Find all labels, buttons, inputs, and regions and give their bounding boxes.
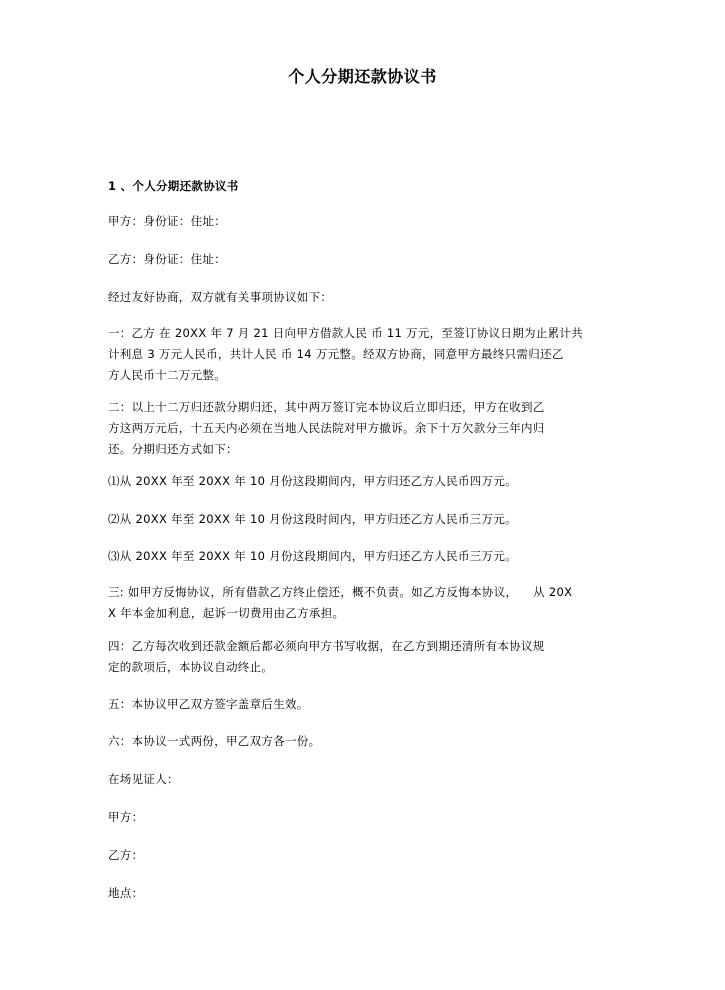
clause-6: 六：本协议一式两份，甲乙双方各一份。 — [108, 734, 321, 748]
party-a-line: 甲方：身份证：住址： — [108, 214, 226, 228]
intro-paragraph: 经过友好协商，双方就有关事项协议如下： — [108, 290, 333, 304]
clause-3-line: X 年本金加利息，起诉一切费用由乙方承担。 — [108, 606, 345, 620]
section-heading: 1 、个人分期还款协议书 — [108, 179, 239, 193]
clause-5: 五：本协议甲乙双方签字盖章后生效。 — [108, 697, 309, 711]
installment-2: ⑵从 20XX 年至 20XX 年 10 月份这段时间内，甲方归还乙方人民币三万元。 — [108, 512, 517, 526]
clause-1 — [108, 323, 628, 386]
clause-4-line: 四：乙方每次收到还款金额后都必须向甲方书写收据，在乙方到期还清所有本协议规 — [108, 639, 545, 653]
clause-3 — [108, 582, 628, 624]
clause-4 — [108, 636, 628, 678]
installment-1: ⑴从 20XX 年至 20XX 年 10 月份这段期间内，甲方归还乙方人民币四万元。 — [108, 474, 517, 488]
clause-1-line: 计利息 3 万元人民币，共计人民 币 14 万元整。经双方协商，同意甲方最终只需归还乙 — [108, 347, 564, 361]
clause-2-line: 还。分期归还方式如下： — [108, 442, 238, 456]
location-label: 地点： — [108, 886, 144, 900]
party-b-line: 乙方：身份证：住址： — [108, 252, 226, 266]
clause-1-line: 方人民币十二万元整。 — [108, 368, 226, 382]
signature-party-a: 甲方： — [108, 810, 144, 824]
clause-3-line: 三: 如甲方反悔协议，所有借款乙方终止偿还，概不负责。如乙方反悔本协议， 从 20X — [108, 585, 573, 599]
witness-label: 在场见证人： — [108, 772, 179, 786]
clause-2-line: 二：以上十二万归还款分期归还，其中两万签订完本协议后立即归还，甲方在收到乙 — [108, 400, 545, 414]
clause-1-line: 一：乙方 在 20XX 年 7 月 21 日向甲方借款人民 币 11 万元，至签订协议日期为止累计共 — [108, 326, 584, 340]
clause-2 — [108, 397, 628, 460]
clause-4-line: 定的款项后，本协议自动终止。 — [108, 660, 274, 674]
document-title: 个人分期还款协议书 — [288, 67, 437, 86]
clause-2-line: 方这两万元后，十五天内必须在当地人民法院对甲方撤诉。余下十万欠款分三年内归 — [108, 421, 545, 435]
installment-3: ⑶从 20XX 年至 20XX 年 10 月份这段期间内，甲方归还乙方人民币三万元。 — [108, 549, 517, 563]
signature-party-b: 乙方： — [108, 848, 144, 862]
